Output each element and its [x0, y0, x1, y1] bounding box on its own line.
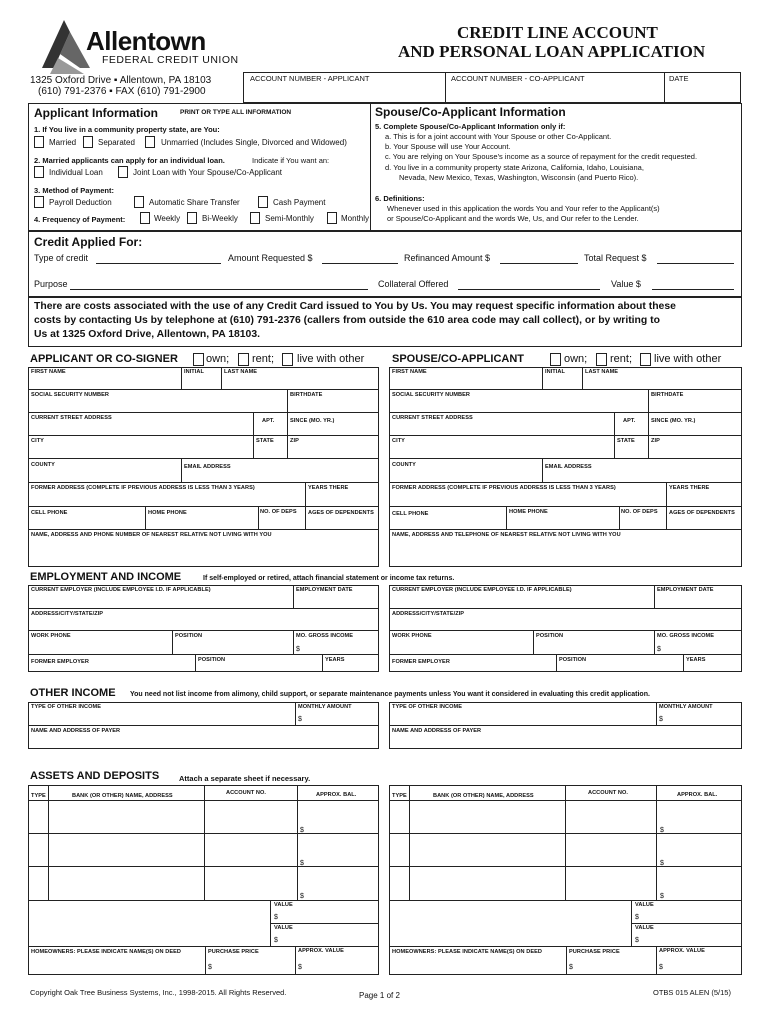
s-since-input[interactable] — [649, 426, 741, 434]
s-home-phone-label: HOME PHONE — [509, 509, 548, 515]
applicant-own-label: own; — [206, 353, 230, 365]
s-county-input[interactable] — [390, 470, 541, 481]
a-value-input-2[interactable] — [280, 933, 378, 945]
separated-checkbox[interactable] — [83, 136, 93, 148]
s-purchase-label: PURCHASE PRICE — [569, 949, 620, 955]
s-gross-label: MO. GROSS INCOME — [657, 633, 715, 639]
a-asset-bank-3[interactable] — [49, 867, 203, 899]
s-position-input[interactable] — [534, 641, 653, 653]
a-approx-value-dollar: $ — [298, 964, 302, 971]
s-asset-type-2[interactable] — [390, 834, 408, 865]
spouse-own-checkbox[interactable] — [550, 353, 561, 366]
q5: 5. Complete Spouse/Co-Applicant Information only if: — [375, 122, 566, 131]
s-value-input-1[interactable] — [641, 910, 741, 922]
amount-label: Amount Requested $ — [228, 253, 313, 263]
a-since-input[interactable] — [288, 426, 378, 434]
other-income-sub: You need not list income from alimony, child support, or separate maintenance payments unless You want it considered in evaluating this credit application. — [130, 691, 650, 698]
a-years-there-label: YEARS THERE — [308, 485, 349, 491]
employment-heading: EMPLOYMENT AND INCOME — [30, 571, 182, 583]
q5b: b. Your Spouse will use Your Account. — [385, 142, 511, 151]
a-city-input[interactable] — [29, 446, 252, 457]
a-street-label: CURRENT STREET ADDRESS — [31, 415, 112, 421]
a-value-dollar-2: $ — [274, 937, 278, 944]
separated-label: Separated — [98, 138, 135, 147]
purpose-label: Purpose — [34, 279, 68, 289]
q4: 4. Frequency of Payment: — [34, 215, 126, 224]
s-city-input[interactable] — [390, 446, 613, 457]
collateral-input[interactable] — [458, 289, 600, 290]
s-asset-dollar-1: $ — [660, 827, 664, 834]
a-position-input[interactable] — [173, 641, 292, 653]
a-other-asset-2[interactable] — [29, 924, 269, 945]
s-approx-value-input[interactable] — [665, 957, 741, 974]
s-birthdate-input[interactable] — [649, 400, 741, 411]
a-bank-label: BANK (OR OTHER) NAME, ADDRESS — [72, 793, 173, 799]
s-approx-label: APPROX. BAL. — [677, 792, 718, 798]
s-zip-label: ZIP — [651, 438, 660, 444]
s-no-deps-input[interactable] — [620, 517, 665, 528]
q5a: a. This is for a joint account with Your Spouse or other Co-Applicant. — [385, 132, 612, 141]
s-asset-account-2[interactable] — [566, 834, 655, 865]
biweekly-label: Bi-Weekly — [202, 214, 238, 223]
a-birthdate-label: BIRTHDATE — [290, 392, 323, 398]
a-value-dollar-1: $ — [274, 914, 278, 921]
type-credit-input[interactable] — [96, 263, 221, 264]
a-cell-label: CELL PHONE — [31, 510, 68, 516]
s-work-phone-label: WORK PHONE — [392, 633, 432, 639]
other-income-heading: OTHER INCOME — [30, 687, 116, 699]
a-value-label-1: VALUE — [274, 902, 293, 908]
joint-loan-label: Joint Loan with Your Spouse/Co-Applicant — [133, 168, 282, 177]
phone: (610) 791-2376 ▪ FAX (610) 791-2900 — [38, 86, 206, 97]
def1: Whenever used in this application the words You and Your refer to the Applicant(s) — [387, 204, 660, 213]
a-homeowners-input[interactable] — [29, 957, 204, 974]
s-asset-type-3[interactable] — [390, 867, 408, 899]
s-years-input[interactable] — [684, 665, 741, 671]
q1: 1. If You live in a community property state, are You: — [34, 125, 220, 134]
s-asset-bal-1[interactable] — [666, 801, 741, 832]
acct-coapplicant-input[interactable] — [446, 84, 663, 102]
s-asset-dollar-2: $ — [660, 860, 664, 867]
cash-label: Cash Payment — [273, 198, 326, 207]
spouse-info-heading: Spouse/Co-Applicant Information — [375, 105, 566, 119]
refinanced-label: Refinanced Amount $ — [404, 253, 491, 263]
a-ages-deps-label: AGES OF DEPENDENTS — [308, 510, 374, 516]
date-input[interactable] — [665, 84, 740, 102]
s-gross-dollar: $ — [657, 646, 661, 653]
s-value-label-1: VALUE — [635, 902, 654, 908]
a-emp-date-label: EMPLOYMENT DATE — [296, 587, 353, 593]
purpose-input[interactable] — [70, 289, 368, 290]
s-emp-date-input[interactable] — [655, 595, 741, 607]
a-position-label: POSITION — [175, 633, 203, 639]
s-asset-bal-3[interactable] — [666, 867, 741, 899]
a-city-label: CITY — [31, 438, 44, 444]
applicant-live-other-checkbox[interactable] — [282, 353, 293, 366]
semimonthly-checkbox[interactable] — [250, 212, 260, 224]
copyright: Copyright Oak Tree Business Systems, Inc., 1998-2015. All Rights Reserved. — [30, 988, 287, 997]
spouse-live-other-label: live with other — [654, 353, 722, 365]
s-county-label: COUNTY — [392, 462, 416, 468]
s-payer-label: NAME AND ADDRESS OF PAYER — [392, 728, 482, 734]
a-approx-value-label: APPROX. VALUE — [298, 948, 344, 954]
monthly-label: Monthly — [341, 214, 370, 223]
a-asset-type-1[interactable] — [29, 801, 47, 832]
acct-applicant-input[interactable] — [244, 84, 444, 102]
a-payer-label: NAME AND ADDRESS OF PAYER — [31, 728, 121, 734]
s-years-there-input[interactable] — [667, 493, 741, 505]
spouse-live-other-checkbox[interactable] — [640, 353, 651, 366]
a-asset-dollar-2: $ — [300, 860, 304, 867]
a-other-type-label: TYPE OF OTHER INCOME — [31, 704, 101, 710]
s-other-asset-1[interactable] — [390, 901, 630, 922]
allentown-logo-icon — [40, 18, 92, 76]
a-birthdate-input[interactable] — [288, 400, 378, 411]
s-city-label: CITY — [392, 438, 405, 444]
s-other-asset-2[interactable] — [390, 924, 630, 945]
spouse-own-label: own; — [564, 353, 588, 365]
s-asset-bank-1[interactable] — [410, 801, 564, 832]
s-asset-account-1[interactable] — [566, 801, 655, 832]
applicant-rent-label: rent; — [252, 353, 275, 365]
total-label: Total Request $ — [584, 253, 647, 263]
form-code: OTBS 015 ALEN (5/15) — [653, 988, 731, 997]
a-no-deps-label: NO. OF DEPS — [260, 509, 297, 515]
a-ssn-label: SOCIAL SECURITY NUMBER — [31, 392, 109, 398]
s-purchase-dollar: $ — [569, 964, 573, 971]
a-asset-account-1[interactable] — [205, 801, 296, 832]
value-input[interactable] — [652, 289, 734, 290]
page-number: Page 1 of 2 — [359, 991, 400, 1000]
s-asset-bank-3[interactable] — [410, 867, 564, 899]
s-years-label: YEARS — [686, 657, 706, 663]
s-apt-label: APT. — [623, 418, 636, 424]
s-ages-deps-label: AGES OF DEPENDENTS — [669, 510, 735, 516]
a-former-address-label: FORMER ADDRESS (COMPLETE IF PREVIOUS ADDRESS IS LESS THAN 3 YEARS) — [31, 485, 255, 491]
a-years-input[interactable] — [323, 665, 378, 671]
a-home-phone-label: HOME PHONE — [148, 510, 187, 516]
a-value-input-1[interactable] — [280, 910, 378, 922]
q5d: d. You live in a community property state Arizona, California, Idaho, Louisiana, — [385, 163, 644, 172]
notice-line-2: costs by contacting Us by telephone at (610) 791-2376 (callers from outside the 610 area code may call collect), or by writing to — [34, 315, 660, 326]
a-monthly-label: MONTHLY AMOUNT — [298, 704, 352, 710]
spouse-heading: SPOUSE/CO-APPLICANT — [392, 353, 525, 365]
a-county-input[interactable] — [29, 470, 180, 481]
s-approx-value-dollar: $ — [659, 964, 663, 971]
a-ages-deps-input[interactable] — [306, 518, 378, 528]
s-former-address-label: FORMER ADDRESS (COMPLETE IF PREVIOUS ADDRESS IS LESS THAN 3 YEARS) — [392, 485, 616, 491]
a-home-phone-input[interactable] — [146, 518, 257, 528]
a-asset-account-2[interactable] — [205, 834, 296, 865]
s-account-label: ACCOUNT NO. — [588, 790, 629, 796]
s-since-label: SINCE (MO. YR.) — [651, 418, 696, 424]
married-checkbox[interactable] — [34, 136, 44, 148]
a-asset-bank-2[interactable] — [49, 834, 203, 865]
a-apt-label: APT. — [262, 418, 275, 424]
s-asset-bal-2[interactable] — [666, 834, 741, 865]
s-ssn-label: SOCIAL SECURITY NUMBER — [392, 392, 470, 398]
s-value-dollar-1: $ — [635, 914, 639, 921]
s-home-phone-input[interactable] — [507, 517, 618, 528]
a-asset-type-3[interactable] — [29, 867, 47, 899]
acct-applicant-label: ACCOUNT NUMBER - APPLICANT — [250, 74, 370, 83]
s-initial-label: INITIAL — [545, 369, 565, 375]
s-apt-input[interactable] — [615, 426, 647, 434]
weekly-label: Weekly — [154, 214, 181, 223]
a-first-name-label: FIRST NAME — [31, 369, 66, 375]
assets-heading: ASSETS AND DEPOSITS — [30, 770, 160, 782]
s-asset-bank-2[interactable] — [410, 834, 564, 865]
a-homeowners-label: HOMEOWNERS: PLEASE INDICATE NAME(S) ON DEED — [31, 949, 181, 955]
married-label: Married — [49, 138, 77, 147]
s-emp-date-label: EMPLOYMENT DATE — [657, 587, 714, 593]
a-approx-label: APPROX. BAL. — [316, 792, 357, 798]
cash-checkbox[interactable] — [258, 196, 268, 208]
s-former-position-input[interactable] — [557, 665, 682, 671]
s-email-input[interactable] — [543, 472, 741, 481]
a-asset-dollar-1: $ — [300, 827, 304, 834]
a-asset-type-2[interactable] — [29, 834, 47, 865]
q2a: 2. Married applicants can apply for an individual loan. — [34, 156, 225, 165]
address: 1325 Oxford Drive ▪ Allentown, PA 18103 — [30, 75, 212, 86]
a-email-input[interactable] — [182, 472, 378, 481]
a-relative-label: NAME, ADDRESS AND PHONE NUMBER OF NEAREST RELATIVE NOT LIVING WITH YOU — [31, 532, 272, 538]
a-county-label: COUNTY — [31, 462, 55, 468]
acct-coapplicant-label: ACCOUNT NUMBER - CO-APPLICANT — [451, 74, 585, 83]
unmarried-label: Unmarried (Includes Single, Divorced and Widowed) — [161, 138, 347, 147]
s-monthly-label: MONTHLY AMOUNT — [659, 704, 713, 710]
s-last-name-input[interactable] — [583, 377, 741, 388]
print-note: PRINT OR TYPE ALL INFORMATION — [180, 109, 292, 116]
q5d2: Nevada, New Mexico, Texas, Washington, Wisconsin (and Puerto Rico). — [399, 173, 639, 182]
auto-share-label: Automatic Share Transfer — [149, 198, 240, 207]
s-value-input-2[interactable] — [641, 933, 741, 945]
applicant-live-other-label: live with other — [297, 353, 365, 365]
a-asset-dollar-3: $ — [300, 893, 304, 900]
s-other-type-input[interactable] — [390, 712, 655, 724]
a-purchase-label: PURCHASE PRICE — [208, 949, 259, 955]
notice-line-3: Us at 1325 Oxford Drive, Allentown, PA 18103. — [34, 329, 260, 340]
a-years-there-input[interactable] — [306, 493, 378, 505]
a-years-label: YEARS — [325, 657, 345, 663]
s-emp-address-label: ADDRESS/CITY/STATE/ZIP — [392, 611, 465, 617]
weekly-checkbox[interactable] — [140, 212, 150, 224]
a-asset-account-3[interactable] — [205, 867, 296, 899]
s-former-position-label: POSITION — [559, 657, 587, 663]
a-former-address-input[interactable] — [29, 493, 304, 505]
s-homeowners-label: HOMEOWNERS: PLEASE INDICATE NAME(S) ON DEED — [392, 949, 542, 955]
s-birthdate-label: BIRTHDATE — [651, 392, 684, 398]
s-ages-deps-input[interactable] — [667, 518, 741, 528]
a-asset-bank-1[interactable] — [49, 801, 203, 832]
a-asset-bal-3[interactable] — [306, 867, 378, 899]
spouse-rent-checkbox[interactable] — [596, 353, 607, 366]
s-bank-label: BANK (OR OTHER) NAME, ADDRESS — [433, 793, 534, 799]
s-asset-type-1[interactable] — [390, 801, 408, 832]
q5c: c. You are relying on Your Spouse's income as a source of repayment for the credit requested. — [385, 152, 698, 161]
a-employer-input[interactable] — [29, 595, 292, 607]
a-work-phone-label: WORK PHONE — [31, 633, 71, 639]
a-employer-label: CURRENT EMPLOYER (INCLUDE EMPLOYEE I.D. IF APPLICABLE) — [31, 587, 211, 593]
a-work-phone-input[interactable] — [29, 641, 171, 653]
a-asset-bal-2[interactable] — [306, 834, 378, 865]
s-first-name-input[interactable] — [390, 377, 541, 388]
s-value-dollar-2: $ — [635, 937, 639, 944]
a-former-employer-label: FORMER EMPLOYER — [31, 659, 89, 665]
a-emp-address-input[interactable] — [29, 619, 378, 629]
s-purchase-input[interactable] — [575, 957, 655, 974]
s-initial-input[interactable] — [543, 377, 581, 388]
form-title-2: AND PERSONAL LOAN APPLICATION — [398, 42, 706, 61]
refinanced-input[interactable] — [500, 263, 578, 264]
a-emp-date-input[interactable] — [294, 595, 378, 607]
s-street-label: CURRENT STREET ADDRESS — [392, 415, 473, 421]
spouse-rent-label: rent; — [610, 353, 633, 365]
s-position-label: POSITION — [536, 633, 564, 639]
s-homeowners-input[interactable] — [390, 957, 565, 974]
a-initial-input[interactable] — [182, 377, 220, 388]
payroll-label: Payroll Deduction — [49, 198, 112, 207]
a-zip-label: ZIP — [290, 438, 299, 444]
s-asset-account-3[interactable] — [566, 867, 655, 899]
a-gross-input[interactable] — [302, 641, 378, 653]
a-apt-input[interactable] — [254, 426, 286, 434]
a-relative-input[interactable] — [29, 540, 378, 566]
a-since-label: SINCE (MO. YR.) — [290, 418, 335, 424]
a-value-label-2: VALUE — [274, 925, 293, 931]
s-street-input[interactable] — [390, 423, 613, 434]
a-cell-input[interactable] — [29, 518, 144, 528]
a-gross-dollar: $ — [296, 646, 300, 653]
biweekly-checkbox[interactable] — [187, 212, 197, 224]
s-monthly-dollar: $ — [659, 716, 663, 723]
s-state-label: STATE — [617, 438, 635, 444]
s-last-name-label: LAST NAME — [585, 369, 619, 375]
s-first-name-label: FIRST NAME — [392, 369, 427, 375]
s-cell-label: CELL PHONE — [392, 511, 429, 517]
a-street-input[interactable] — [29, 423, 252, 434]
a-emp-address-label: ADDRESS/CITY/STATE/ZIP — [31, 611, 104, 617]
a-payer-input[interactable] — [29, 736, 378, 748]
joint-loan-checkbox[interactable] — [118, 166, 128, 178]
s-monthly-input[interactable] — [665, 712, 741, 724]
date-label: DATE — [669, 74, 689, 83]
a-former-employer-input[interactable] — [29, 667, 194, 671]
a-ssn-input[interactable] — [29, 400, 286, 411]
s-zip-input[interactable] — [649, 446, 741, 457]
a-initial-label: INITIAL — [184, 369, 204, 375]
individual-loan-label: Individual Loan — [49, 168, 103, 177]
brand-name: Allentown — [86, 26, 206, 56]
s-work-phone-input[interactable] — [390, 641, 532, 653]
s-value-label-2: VALUE — [635, 925, 654, 931]
a-state-label: STATE — [256, 438, 274, 444]
total-input[interactable] — [657, 263, 734, 264]
s-payer-input[interactable] — [390, 736, 741, 748]
a-no-deps-input[interactable] — [259, 517, 304, 528]
semimonthly-label: Semi-Monthly — [265, 214, 314, 223]
a-state-input[interactable] — [254, 446, 286, 457]
a-asset-bal-1[interactable] — [306, 801, 378, 832]
s-former-employer-label: FORMER EMPLOYER — [392, 659, 450, 665]
a-purchase-input[interactable] — [214, 957, 294, 974]
a-monthly-dollar: $ — [298, 716, 302, 723]
def2: or Spouse/Co-Applicant and the words We, Us, and Our refer to the Lender. — [387, 214, 639, 223]
s-approx-value-label: APPROX. VALUE — [659, 948, 705, 954]
value-label: Value $ — [611, 279, 641, 289]
monthly-checkbox[interactable] — [327, 212, 337, 224]
auto-share-checkbox[interactable] — [134, 196, 144, 208]
q6: 6. Definitions: — [375, 194, 425, 203]
employment-sub: If self-employed or retired, attach financial statement or income tax returns. — [203, 575, 455, 582]
q3: 3. Method of Payment: — [34, 186, 115, 195]
a-email-label: EMAIL ADDRESS — [184, 464, 231, 470]
s-ssn-input[interactable] — [390, 400, 647, 411]
credit-heading: Credit Applied For: — [34, 235, 143, 249]
a-former-position-input[interactable] — [196, 665, 321, 671]
a-first-name-input[interactable] — [29, 377, 180, 388]
s-cell-input[interactable] — [390, 519, 505, 528]
notice-line-1: There are costs associated with the use of any Credit Card issued to You by Us. You may request specific information about these — [34, 301, 676, 312]
individual-loan-checkbox[interactable] — [34, 166, 44, 178]
a-zip-input[interactable] — [288, 446, 378, 457]
s-years-there-label: YEARS THERE — [669, 485, 710, 491]
a-account-label: ACCOUNT NO. — [226, 790, 267, 796]
collateral-label: Collateral Offered — [378, 279, 449, 289]
a-monthly-input[interactable] — [304, 712, 378, 724]
a-last-name-label: LAST NAME — [224, 369, 258, 375]
applicant-rent-checkbox[interactable] — [238, 353, 249, 366]
s-other-type-label: TYPE OF OTHER INCOME — [392, 704, 462, 710]
form-title-1: CREDIT LINE ACCOUNT — [457, 23, 658, 42]
s-no-deps-label: NO. OF DEPS — [621, 509, 658, 515]
s-emp-address-input[interactable] — [390, 619, 741, 629]
a-last-name-input[interactable] — [222, 377, 378, 388]
s-former-address-input[interactable] — [390, 493, 665, 505]
s-asset-dollar-3: $ — [660, 893, 664, 900]
a-former-position-label: POSITION — [198, 657, 226, 663]
applicant-info-heading: Applicant Information — [34, 106, 158, 120]
unmarried-checkbox[interactable] — [145, 136, 155, 148]
assets-sub: Attach a separate sheet if necessary. — [179, 774, 311, 783]
s-relative-input[interactable] — [390, 540, 741, 566]
brand-sub: FEDERAL CREDIT UNION — [102, 54, 239, 66]
payroll-checkbox[interactable] — [34, 196, 44, 208]
a-purchase-dollar: $ — [208, 964, 212, 971]
q2b: Indicate if You want an: — [252, 156, 330, 165]
s-employer-label: CURRENT EMPLOYER (INCLUDE EMPLOYEE I.D. IF APPLICABLE) — [392, 587, 572, 593]
a-type-label: TYPE — [31, 793, 46, 799]
s-relative-label: NAME, ADDRESS AND TELEPHONE OF NEAREST RELATIVE NOT LIVING WITH YOU — [392, 532, 621, 538]
s-state-input[interactable] — [615, 446, 647, 457]
a-gross-label: MO. GROSS INCOME — [296, 633, 354, 639]
type-credit-label: Type of credit — [34, 253, 89, 263]
a-other-asset-1[interactable] — [29, 901, 269, 922]
amount-input[interactable] — [322, 263, 398, 264]
a-approx-value-input[interactable] — [304, 957, 378, 974]
s-gross-input[interactable] — [663, 641, 741, 653]
a-other-type-input[interactable] — [29, 712, 294, 724]
s-former-employer-input[interactable] — [390, 667, 555, 671]
applicant-own-checkbox[interactable] — [193, 353, 204, 366]
s-email-label: EMAIL ADDRESS — [545, 464, 592, 470]
s-employer-input[interactable] — [390, 595, 653, 607]
s-type-label: TYPE — [392, 793, 407, 799]
applicant-heading: APPLICANT OR CO-SIGNER — [30, 353, 178, 365]
